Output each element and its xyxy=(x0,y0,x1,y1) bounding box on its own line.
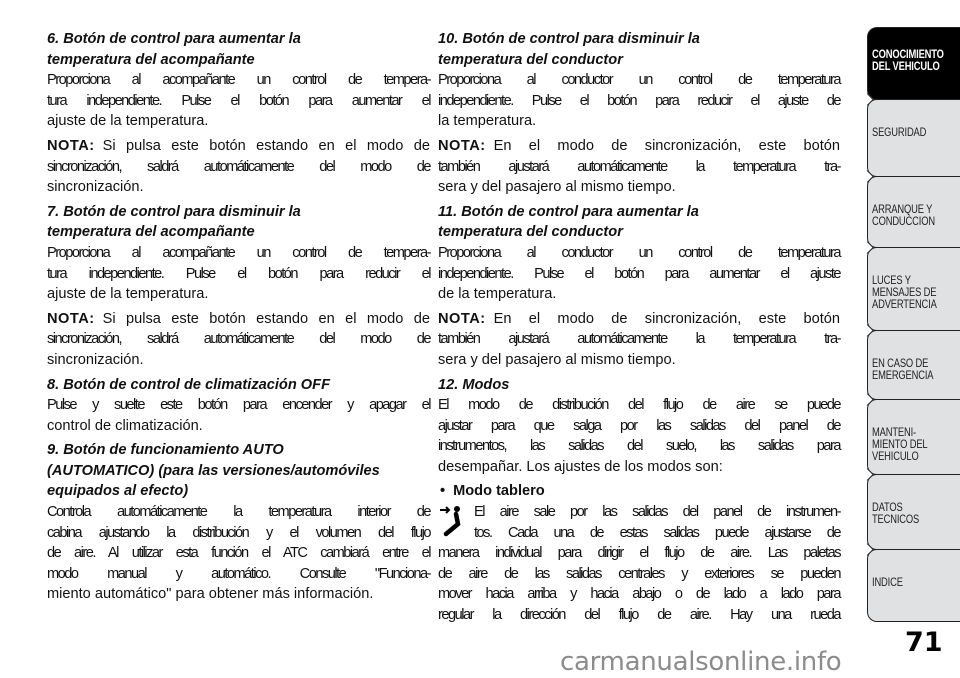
tab-label: ARRANQUE Y CONDUCCION xyxy=(872,202,935,228)
text-line xyxy=(47,91,430,112)
tab-en-caso-de[interactable] xyxy=(867,330,960,400)
text-line xyxy=(438,50,840,71)
line-text: Proporciona al acompañante un control de tempera- xyxy=(47,72,430,89)
text-line xyxy=(438,243,840,264)
line-text: de la temperatura. xyxy=(438,286,557,303)
text-line xyxy=(47,543,430,564)
text-line xyxy=(47,157,430,178)
heading-block xyxy=(47,440,430,502)
text-line xyxy=(438,564,840,585)
text-line xyxy=(47,264,430,285)
line-text: 12. Modos xyxy=(438,376,510,393)
text-line xyxy=(438,436,840,457)
line-text: 8. Botón de control de climatización OFF xyxy=(47,376,330,393)
line-text: sera y del pasajero al mismo tiempo. xyxy=(438,179,676,196)
heading-block xyxy=(438,375,840,396)
tab-manteni[interactable] xyxy=(867,399,960,475)
right-column xyxy=(438,29,840,626)
line-text: Proporciona al conductor un control de temperatura xyxy=(438,72,840,89)
line-text: En el modo de sincronización, este botón xyxy=(493,137,840,154)
line-text: ajustar para que salga por las salidas del panel de xyxy=(438,417,840,434)
text-line xyxy=(438,457,840,478)
nota-label: NOTA: xyxy=(438,137,486,154)
nota-block xyxy=(438,136,840,198)
bullet-icon: • xyxy=(440,483,446,500)
text-line xyxy=(47,395,430,416)
line-text: En el modo de sincronización, este botón xyxy=(493,310,840,327)
text-line xyxy=(47,523,430,544)
line-text: Controla automáticamente la temperatura interior de xyxy=(47,504,430,521)
heading-block xyxy=(47,375,430,396)
text-line xyxy=(47,29,430,50)
nota-block xyxy=(47,309,430,371)
line-text: temperatura del acompañante xyxy=(47,224,255,241)
text-line xyxy=(438,136,840,157)
text-line xyxy=(47,461,430,482)
text-line xyxy=(47,284,430,305)
line-text: tura independiente. Pulse el botón para aumentar el xyxy=(47,92,430,109)
text-line xyxy=(47,243,430,264)
text-line xyxy=(47,111,430,132)
line-text: instrumentos, las salidas del suelo, las salidas para xyxy=(438,438,840,455)
watermark: carmanualsonline.info xyxy=(560,647,842,677)
tab-label: MANTENI- MIENTO DEL VEHICULO xyxy=(872,425,928,463)
line-text: desempañar. Los ajustes de los modos son: xyxy=(438,458,723,475)
text-line xyxy=(438,350,840,371)
line-text: la temperatura. xyxy=(438,113,537,130)
line-text: sincronización, saldrá automáticamente del modo de xyxy=(47,331,430,348)
heading-block xyxy=(47,202,430,243)
line-text: mover hacia arriba y hacia abajo o de lado a lado para xyxy=(438,586,840,603)
nota-label: NOTA: xyxy=(47,137,95,154)
line-text: Si pulsa este botón estando en el modo de xyxy=(102,137,430,154)
line-text: tura independiente. Pulse el botón para reducir el xyxy=(47,265,430,282)
text-line xyxy=(47,375,430,396)
tab-label: SEGURIDAD xyxy=(872,125,927,139)
line-text: Proporciona al acompañante un control de tempera- xyxy=(47,244,430,261)
nota-label: NOTA: xyxy=(47,310,95,327)
tab-arranque-y[interactable] xyxy=(867,176,960,248)
line-text: ajuste de la temperatura. xyxy=(47,113,209,130)
text-line xyxy=(438,329,840,350)
tab-datos[interactable] xyxy=(867,474,960,550)
text-line xyxy=(438,502,840,523)
text-line xyxy=(438,157,840,178)
line-text: 11. Botón de control para aumentar la xyxy=(438,203,699,220)
text-line xyxy=(47,70,430,91)
heading-block xyxy=(438,29,840,70)
text-line xyxy=(438,202,840,223)
line-text: sincronización. xyxy=(47,351,144,368)
nota-block xyxy=(47,136,430,198)
line-text: regular la dirección del flujo de aire. Hay una rueda xyxy=(438,607,840,624)
para-block xyxy=(47,243,430,305)
line-text: también ajustará automáticamente la temperatura tra- xyxy=(438,158,840,175)
line-text: Pulse y suelte este botón para encender y apagar el xyxy=(47,397,430,414)
text-line xyxy=(47,177,430,198)
line-text: sera y del pasajero al mismo tiempo. xyxy=(438,351,676,368)
para-block xyxy=(47,70,430,132)
line-text: independiente. Pulse el botón para reducir el ajuste de xyxy=(438,92,840,109)
tab-label: LUCES Y MENSAJES DE ADVERTENCIA xyxy=(872,273,937,311)
line-text: 6. Botón de control para aumentar la xyxy=(47,31,301,47)
para-block xyxy=(438,395,840,477)
line-text: sincronización. xyxy=(47,179,144,196)
text-line xyxy=(47,481,430,502)
tab-luces-y[interactable] xyxy=(867,247,960,331)
text-line xyxy=(47,416,430,437)
text-line xyxy=(438,29,840,50)
line-text: tos. Cada una de estas salidas puede ajustarse de xyxy=(474,524,840,541)
text-line xyxy=(438,416,840,437)
line-text: Proporciona al conductor un control de temperatura xyxy=(438,244,840,261)
line-text: modo manual y automático. Consulte "Funciona- xyxy=(47,565,430,582)
line-text: equipados al efecto) xyxy=(47,483,189,500)
line-text: 7. Botón de control para disminuir la xyxy=(47,203,301,220)
text-line xyxy=(47,50,430,71)
tab-label: DATOS TECNICOS xyxy=(872,500,920,526)
text-line xyxy=(438,177,840,198)
line-text: manera individual para dirigir el flujo de aire. Las paletas xyxy=(438,545,840,562)
line-text: también ajustará automáticamente la temperatura tra- xyxy=(438,331,840,348)
bullet-block xyxy=(438,481,840,502)
text-line xyxy=(438,523,840,544)
text-line xyxy=(438,584,840,605)
text-line xyxy=(47,502,430,523)
nota-block xyxy=(438,309,840,371)
text-line xyxy=(438,70,840,91)
para-block xyxy=(438,243,840,305)
icon-para-block xyxy=(438,502,840,626)
line-text: 9. Botón de funcionamiento AUTO xyxy=(47,442,284,459)
page-number: 71 xyxy=(905,627,943,658)
tab-label: CONOCIMIENTO DEL VEHICULO xyxy=(872,47,944,73)
text-line xyxy=(47,202,430,223)
line-text: Si pulsa este botón estando en el modo de xyxy=(102,310,430,327)
text-line xyxy=(47,222,430,243)
text-line xyxy=(47,136,430,157)
heading-block xyxy=(438,202,840,243)
line-text: El aire sale por las salidas del panel de instrumen- xyxy=(474,504,840,521)
text-line xyxy=(438,284,840,305)
line-text: de aire. Al utilizar esta función el ATC cambiará entre el xyxy=(47,545,430,562)
text-line xyxy=(438,375,840,396)
text-line xyxy=(47,329,430,350)
tab-label: INDICE xyxy=(872,575,903,589)
tab-conocimiento[interactable] xyxy=(867,27,960,100)
text-line xyxy=(438,481,840,502)
line-text: miento automático" para obtener más información. xyxy=(47,586,374,603)
text-line xyxy=(438,91,840,112)
section-tabs xyxy=(867,28,960,622)
text-line xyxy=(438,395,840,416)
line-text: temperatura del conductor xyxy=(438,224,623,241)
line-text: Modo tablero xyxy=(453,483,545,500)
para-block xyxy=(438,70,840,132)
text-line xyxy=(438,222,840,243)
line-text: cabina ajustando la distribución y el volumen del flujo xyxy=(47,524,430,541)
line-text: independiente. Pulse el botón para aumentar el ajuste xyxy=(438,265,840,282)
tab-indice[interactable] xyxy=(867,549,960,622)
panel-mode-airflow-icon xyxy=(438,502,468,542)
text-line xyxy=(47,350,430,371)
tab-seguridad[interactable] xyxy=(867,99,960,177)
text-line xyxy=(438,111,840,132)
line-text: 10. Botón de control para disminuir la xyxy=(438,31,700,47)
tab-label: EN CASO DE EMERGENCIA xyxy=(872,356,934,382)
line-text: sincronización, saldrá automáticamente del modo de xyxy=(47,158,430,175)
line-text: El modo de distribución del flujo de aire se puede xyxy=(438,397,840,414)
line-text: control de climatización. xyxy=(47,417,203,434)
nota-label: NOTA: xyxy=(438,310,486,327)
text-line xyxy=(438,309,840,330)
line-text: de aire de las salidas centrales y exteriores se pueden xyxy=(438,565,840,582)
line-text: (AUTOMATICO) (para las versiones/automóviles xyxy=(47,462,380,479)
line-text: temperatura del conductor xyxy=(438,51,623,68)
text-line xyxy=(438,605,840,626)
line-text: ajuste de la temperatura. xyxy=(47,286,209,303)
line-text: temperatura del acompañante xyxy=(47,51,255,68)
text-line xyxy=(47,440,430,461)
left-column xyxy=(47,29,430,605)
text-line xyxy=(47,564,430,585)
text-line xyxy=(438,264,840,285)
text-line xyxy=(47,584,430,605)
heading-block xyxy=(47,29,430,70)
text-line xyxy=(47,309,430,330)
para-block xyxy=(47,502,430,605)
text-line xyxy=(438,543,840,564)
para-block xyxy=(47,395,430,436)
